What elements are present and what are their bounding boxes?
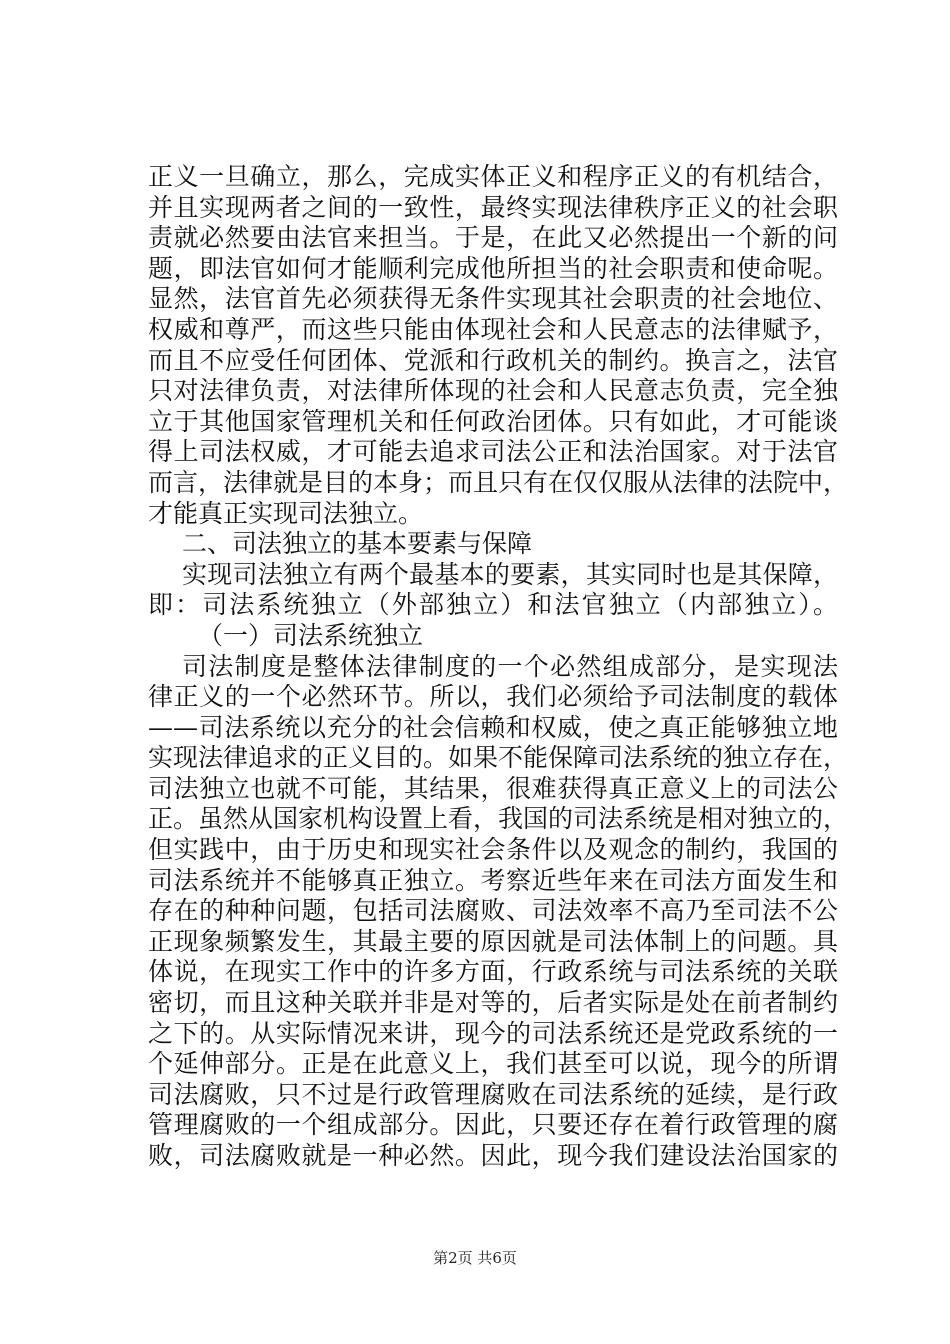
text-line: 管理腐败的一个组成部分。因此，只要还存在着行政管理的腐 [148,1110,838,1140]
text-line: 司法独立也就不可能，其结果，很难获得真正意义上的司法公 [148,773,838,803]
text-line: 并且实现两者之间的一致性，最终实现法律秩序正义的社会职 [148,192,838,222]
text-line: 个延伸部分。正是在此意义上，我们甚至可以说，现今的所谓 [148,1049,838,1079]
text-line: 之下的。从实际情况来讲，现今的司法系统还是党政系统的一 [148,1018,838,1048]
paragraph-first-line: 实现司法独立有两个最基本的要素，其实同时也是其保障， [182,559,838,589]
text-line: 败，司法腐败就是一种必然。因此，现今我们建设法治国家的 [148,1141,838,1170]
text-line: 司法腐败，只不过是行政管理腐败在司法系统的延续，是行政 [148,1079,838,1109]
page-number-label: 第2页 共6页 [433,1249,517,1267]
text-line: 立于其他国家管理机关和任何政治团体。只有如此，才可能谈 [148,406,838,436]
text-line: 而言，法律就是目的本身；而且只有在仅仅服从法律的法院中， [148,467,849,497]
text-line: 密切，而且这种关联并非是对等的，后者实际是处在前者制约 [148,988,838,1018]
text-line: 正义一旦确立，那么，完成实体正义和程序正义的有机结合， [148,162,838,191]
text-line: 才能真正实现司法独立。 [148,498,424,528]
text-line: 得上司法权威，才可能去追求司法公正和法治国家。对于法官 [148,437,838,467]
page-footer [0,1247,950,1268]
text-line: ——司法系统以充分的社会信赖和权威，使之真正能够独立地 [148,712,838,742]
text-line: 律正义的一个必然环节。所以，我们必须给予司法制度的载体 [148,682,838,712]
section-heading: 二、司法独立的基本要素与保障 [182,529,533,559]
text-line: 权威和尊严，而这些只能由体现社会和人民意志的法律赋予， [148,314,838,344]
text-line: 实现法律追求的正义目的。如果不能保障司法系统的独立存在， [148,743,849,773]
text-line: 存在的种种问题，包括司法腐败、司法效率不高乃至司法不公 [148,896,838,926]
text-line: 题，即法官如何才能顺利完成他所担当的社会职责和使命呢。 [148,253,838,283]
text-line: 体说，在现实工作中的许多方面，行政系统与司法系统的关联 [148,957,838,987]
text-line: 只对法律负责，对法律所体现的社会和人民意志负责，完全独 [148,376,838,406]
text-line: 显然，法官首先必须获得无条件实现其社会职责的社会地位、 [148,284,838,314]
text-line: 责就必然要由法官来担当。于是，在此又必然提出一个新的问 [148,223,838,253]
text-line: 正。虽然从国家机构设置上看，我国的司法系统是相对独立的， [148,804,849,834]
document-body [148,162,849,1172]
text-line: 司法系统并不能够真正独立。考察近些年来在司法方面发生和 [148,865,838,895]
text-line: 而且不应受任何团体、党派和行政机关的制约。换言之，法官 [148,345,838,375]
text-line: 正现象频繁发生，其最主要的原因就是司法体制上的问题。具 [148,926,838,956]
subsection-heading: （一）司法系统独立 [198,620,424,650]
text-line: 即：司法系统独立（外部独立）和法官独立（内部独立）。 [148,590,838,620]
paragraph-first-line: 司法制度是整体法律制度的一个必然组成部分，是实现法 [182,651,838,681]
text-line: 但实践中，由于历史和现实社会条件以及观念的制约，我国的 [148,835,838,865]
